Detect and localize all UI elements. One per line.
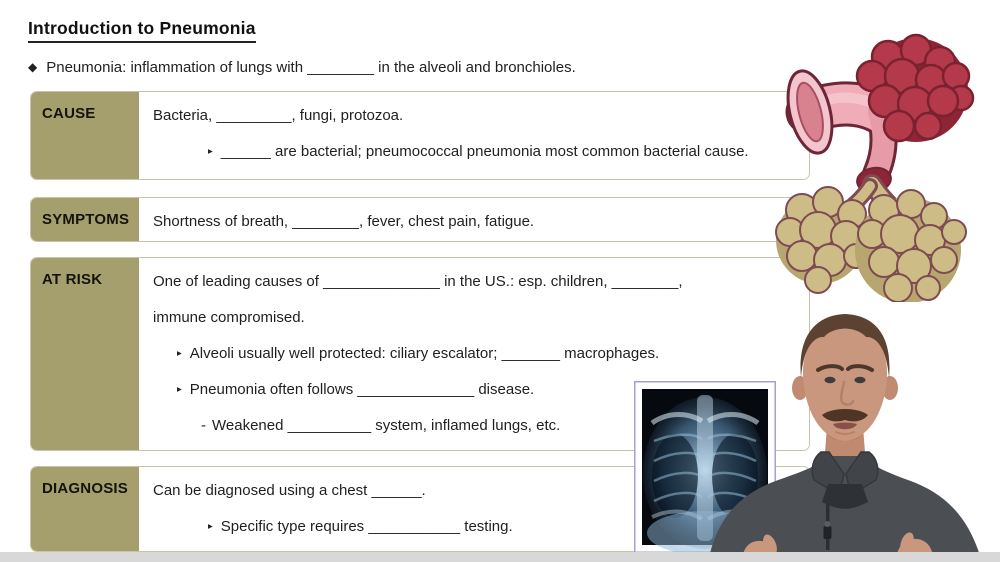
row-label-symptoms [31,198,139,241]
bronchiole-alveoli-illustration-icon [768,32,988,302]
line-text: Shortness of breath, ________, fever, chest pain, fatigue. [153,213,535,230]
intro-text: Pneumonia: inflammation of lungs with ________ in the alveoli and bronchioles. [46,59,576,76]
row-label-text: SYMPTOMS [42,211,130,228]
triangle-bullet-icon: ▸ [208,146,213,157]
intro-line [28,59,576,76]
row-label-text: DIAGNOSIS [42,480,128,497]
row-label-at-risk [31,258,139,450]
table-row-symptoms [30,197,810,242]
diamond-bullet-icon: ◆ [28,60,38,74]
page-title: Introduction to Pneumonia [28,18,256,43]
row-content-cause [139,92,809,179]
row-label-cause [31,92,139,179]
line-text: Pneumonia often follows ______________ disease. [189,381,535,398]
content-line [153,204,795,240]
video-letterbox-bar [0,552,1000,562]
line-text: Weakened __________ system, inflamed lungs, etc. [212,417,561,434]
line-text: ______ are bacterial; pneumococcal pneumonia most common bacterial cause. [220,143,749,160]
table-row-cause [30,91,810,180]
row-label-text: CAUSE [42,105,96,122]
triangle-bullet-icon: ▸ [208,521,213,532]
content-line [153,264,795,300]
dash-bullet-icon: - [201,417,206,434]
content-line [153,98,795,134]
line-text: Alveoli usually well protected: ciliary escalator; _______ macrophages. [189,345,660,362]
line-text: immune compromised. [153,309,305,326]
line-text: Specific type requires ___________ testing. [220,518,513,535]
row-content-symptoms [139,198,809,241]
triangle-bullet-icon: ▸ [177,384,182,395]
content-line [153,300,795,336]
row-label-text: AT RISK [42,271,103,288]
row-label-diagnosis [31,467,139,551]
line-text: One of leading causes of ______________ in the US.: esp. children, ________, [153,273,683,290]
triangle-bullet-icon: ▸ [177,348,182,359]
line-text: Bacteria, _________, fungi, protozoa. [153,107,404,124]
presenter-person [700,298,1000,562]
line-text: Can be diagnosed using a chest ______. [153,482,426,499]
content-line [153,134,795,170]
content-line [153,336,795,372]
